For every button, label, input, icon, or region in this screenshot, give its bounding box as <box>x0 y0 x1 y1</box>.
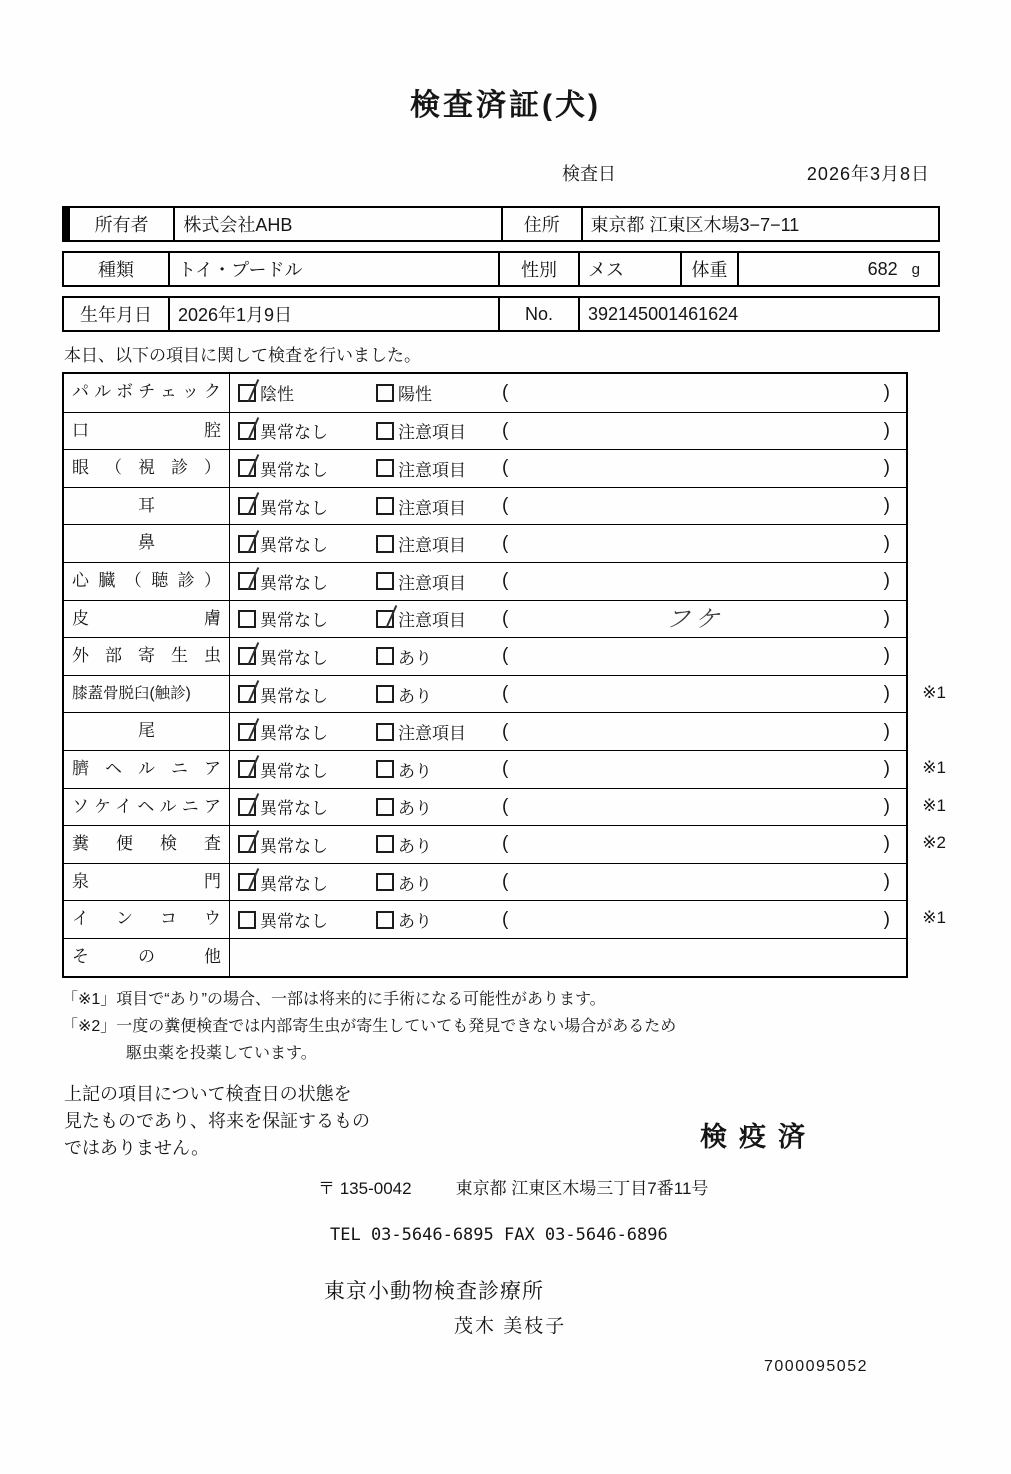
checkbox-2 <box>376 873 394 891</box>
option-2 <box>376 907 502 932</box>
option-1 <box>238 794 376 819</box>
item-label: ソケイヘルニア <box>64 789 230 826</box>
checkbox-1 <box>238 798 256 816</box>
sex-label: 性別 <box>498 253 578 285</box>
checkbox-2 <box>376 535 394 553</box>
option-1 <box>238 456 376 481</box>
inspection-row <box>64 487 906 525</box>
checkbox-1 <box>238 459 256 477</box>
paren-open: ( <box>502 683 509 705</box>
owner-value: 株式会社AHB <box>173 208 501 240</box>
checkbox-1 <box>238 760 256 778</box>
option-1-label: 異常なし <box>260 573 328 593</box>
paren-open: ( <box>502 908 509 930</box>
option-2 <box>376 380 502 405</box>
quarantine-stamp: 検疫済 <box>700 1122 817 1153</box>
footnote-2-line2: 駆虫薬を投薬しています。 <box>126 1044 317 1062</box>
paren-open: ( <box>502 532 509 554</box>
item-label: 泉門 <box>64 864 230 901</box>
option-2-label: 注意項目 <box>398 536 466 556</box>
address-label: 住所 <box>501 208 581 240</box>
serial-number: 7000095052 <box>764 1358 868 1376</box>
option-2 <box>376 870 502 895</box>
option-2 <box>376 456 502 481</box>
veterinarian-name: 茂木 美枝子 <box>454 1316 567 1338</box>
option-2-label: あり <box>398 874 432 894</box>
item-label: 鼻 <box>64 525 230 562</box>
option-2 <box>376 606 502 631</box>
paren-open: ( <box>502 758 509 780</box>
checkbox-1 <box>238 422 256 440</box>
disclaimer-line-1: 上記の項目について検査日の状態を <box>64 1084 352 1105</box>
no-label: No. <box>498 298 578 330</box>
inspection-row <box>64 900 946 938</box>
option-1 <box>238 531 376 556</box>
option-1-label: 異常なし <box>260 874 328 894</box>
footnotes <box>62 988 1011 1066</box>
paren-close: ) <box>883 758 890 780</box>
option-2-label: あり <box>398 648 432 668</box>
paren-open: ( <box>502 795 509 817</box>
checkbox-1 <box>238 535 256 553</box>
inspection-row <box>64 412 906 450</box>
paren-open: ( <box>502 457 509 479</box>
option-1 <box>238 418 376 443</box>
address-value: 東京都 江東区木場3−7−11 <box>581 208 938 240</box>
breed-value: トイ・プードル <box>168 253 498 285</box>
footnote-2-line1: 「※2」一度の糞便検査では内部寄生虫が寄生していても発見できない場合があるため <box>62 1017 677 1035</box>
paren-close: ) <box>883 607 890 629</box>
option-1-label: 異常なし <box>260 724 328 744</box>
result-parens <box>502 796 890 818</box>
option-2 <box>376 644 502 669</box>
inspection-date-label: 検査日 <box>562 164 616 184</box>
option-2 <box>376 832 502 857</box>
item-label: 心臓（聴診） <box>64 563 230 600</box>
option-1 <box>238 682 376 707</box>
item-label: 外部寄生虫 <box>64 638 230 675</box>
paren-close: ) <box>883 495 890 517</box>
option-1 <box>238 870 376 895</box>
option-1-label: 異常なし <box>260 460 328 480</box>
postal-code: 〒 135-0042 <box>318 1179 412 1199</box>
handwritten-value: フケ <box>664 606 727 634</box>
paren-close: ) <box>883 720 890 742</box>
paren-close: ) <box>883 795 890 817</box>
result-parens <box>502 909 890 931</box>
paren-close: ) <box>883 419 890 441</box>
option-1 <box>238 832 376 857</box>
weight-number: 682 <box>867 258 898 279</box>
checkbox-2 <box>376 384 394 402</box>
birth-value: 2026年1月9日 <box>168 298 498 330</box>
result-parens <box>502 683 890 705</box>
option-1-label: 異常なし <box>260 761 328 781</box>
weight-label: 体重 <box>680 253 737 285</box>
checkbox-2 <box>376 422 394 440</box>
inspection-row <box>64 637 906 675</box>
paren-close: ) <box>883 457 890 479</box>
option-2-label: 注意項目 <box>398 611 466 631</box>
birth-table <box>62 296 940 332</box>
inspection-row <box>64 863 906 901</box>
option-2 <box>376 418 502 443</box>
inspection-row <box>64 374 906 412</box>
result-parens <box>502 833 890 855</box>
result-parens <box>502 570 890 592</box>
owner-label: 所有者 <box>94 215 149 235</box>
option-2-label: あり <box>398 761 432 781</box>
disclaimer-line-3: ではありません。 <box>64 1138 210 1159</box>
breed-label: 種類 <box>98 260 134 280</box>
paren-close: ) <box>883 532 890 554</box>
option-2-label: あり <box>398 686 432 706</box>
clinic-address-line <box>318 1174 1011 1199</box>
option-1 <box>238 380 376 405</box>
paren-open: ( <box>502 381 509 403</box>
paren-open: ( <box>502 495 509 517</box>
result-parens <box>502 495 890 517</box>
option-2-label: あり <box>398 836 432 856</box>
inspection-row <box>64 524 906 562</box>
item-label: 糞便検査 <box>64 826 230 863</box>
checkbox-2 <box>376 798 394 816</box>
option-1 <box>238 907 376 932</box>
checkbox-1 <box>238 610 256 628</box>
option-1 <box>238 644 376 669</box>
checkbox-2 <box>376 459 394 477</box>
disclaimer-block <box>64 1081 944 1162</box>
page-title: 検査済証(犬) <box>410 89 601 122</box>
paren-close: ) <box>883 833 890 855</box>
paren-close: ) <box>883 871 890 893</box>
option-2-label: 注意項目 <box>398 460 466 480</box>
option-1 <box>238 494 376 519</box>
inspection-row <box>64 788 946 826</box>
option-1-label: 異常なし <box>260 498 328 518</box>
option-2 <box>376 757 502 782</box>
option-2 <box>376 682 502 707</box>
option-2 <box>376 794 502 819</box>
result-parens <box>502 382 890 404</box>
paren-open: ( <box>502 833 509 855</box>
item-label: 臍ヘルニア <box>64 751 230 788</box>
item-label: 膝蓋骨脱臼(触診) <box>64 676 230 713</box>
result-parens <box>502 721 890 743</box>
inspection-row <box>64 712 906 750</box>
row-note: ※1 <box>922 795 946 815</box>
paren-close: ) <box>883 683 890 705</box>
clinic-name: 東京小動物検査診療所 <box>324 1280 544 1304</box>
checkbox-2 <box>376 572 394 590</box>
paren-open: ( <box>502 419 509 441</box>
result-parens <box>502 645 890 667</box>
inspection-date-row <box>62 160 940 186</box>
breed-table <box>62 251 940 287</box>
inspection-date-value: 2026年3月8日 <box>806 164 930 184</box>
row-note: ※1 <box>922 757 946 777</box>
row-note: ※2 <box>922 833 946 853</box>
checkbox-2 <box>376 685 394 703</box>
checkbox-1 <box>238 723 256 741</box>
no-value: 392145001461624 <box>578 298 938 330</box>
inspection-table <box>62 372 946 978</box>
inspection-row <box>64 938 906 976</box>
inspection-row <box>64 449 906 487</box>
item-label: その他 <box>64 939 230 976</box>
option-2-label: 注意項目 <box>398 573 466 593</box>
birth-label: 生年月日 <box>80 305 152 325</box>
option-1-label: 陰性 <box>260 385 294 405</box>
checkbox-1 <box>238 647 256 665</box>
inspection-row <box>64 600 906 638</box>
result-parens <box>502 420 890 442</box>
option-2-label: 注意項目 <box>398 423 466 443</box>
checkbox-2 <box>376 760 394 778</box>
checkbox-2 <box>376 723 394 741</box>
option-1 <box>238 719 376 744</box>
option-1 <box>238 569 376 594</box>
result-parens <box>502 758 890 780</box>
paren-open: ( <box>502 871 509 893</box>
paren-open: ( <box>502 720 509 742</box>
paren-close: ) <box>883 570 890 592</box>
item-label: 皮膚 <box>64 601 230 638</box>
option-1-label: 異常なし <box>260 536 328 556</box>
footnote-1: 「※1」項目で“あり”の場合、一部は将来的に手術になる可能性があります。 <box>62 990 606 1008</box>
option-1 <box>238 757 376 782</box>
item-label: インコウ <box>64 901 230 938</box>
option-2 <box>376 719 502 744</box>
inspection-row <box>64 825 946 863</box>
checkbox-1 <box>238 911 256 929</box>
row-note: ※1 <box>922 908 946 928</box>
item-label: 耳 <box>64 488 230 525</box>
result-parens <box>502 457 890 479</box>
option-1-label: 異常なし <box>260 648 328 668</box>
checkbox-2 <box>376 835 394 853</box>
checkbox-1 <box>238 873 256 891</box>
sex-value: メス <box>578 253 680 285</box>
option-2 <box>376 569 502 594</box>
checkbox-1 <box>238 384 256 402</box>
checkbox-2 <box>376 647 394 665</box>
option-2 <box>376 494 502 519</box>
inspection-row <box>64 562 906 600</box>
paren-close: ) <box>883 645 890 667</box>
weight-unit: g <box>911 260 920 278</box>
checkbox-2 <box>376 911 394 929</box>
option-1-label: 異常なし <box>260 799 328 819</box>
disclaimer-line-2: 見たものであり、将来を保証するもの <box>64 1111 370 1132</box>
paren-close: ) <box>883 381 890 403</box>
paren-open: ( <box>502 645 509 667</box>
intro-text: 本日、以下の項目に関して検査を行いました。 <box>64 346 421 365</box>
option-2-label: あり <box>398 912 432 932</box>
option-1-label: 異常なし <box>260 836 328 856</box>
option-1-label: 異常なし <box>260 611 328 631</box>
option-1-label: 異常なし <box>260 912 328 932</box>
paren-open: ( <box>502 570 509 592</box>
paren-close: ) <box>883 908 890 930</box>
checkbox-1 <box>238 835 256 853</box>
row-note: ※1 <box>922 682 946 702</box>
option-2-label: 注意項目 <box>398 498 466 518</box>
checkbox-1 <box>238 572 256 590</box>
option-2-label: 陽性 <box>398 385 432 405</box>
result-parens <box>502 601 890 636</box>
item-label: 尾 <box>64 713 230 750</box>
result-parens <box>502 871 890 893</box>
inspection-row <box>64 675 946 713</box>
option-2 <box>376 531 502 556</box>
weight-value <box>737 253 938 285</box>
option-1 <box>238 606 376 631</box>
item-label: 眼（視診） <box>64 450 230 487</box>
clinic-address: 東京都 江東区木場三丁目7番11号 <box>455 1179 709 1199</box>
tel-fax-line: TEL 03-5646-6895 FAX 03-5646-6896 <box>330 1225 668 1246</box>
paren-open: ( <box>502 607 509 629</box>
option-2-label: あり <box>398 799 432 819</box>
option-1-label: 異常なし <box>260 686 328 706</box>
option-1-label: 異常なし <box>260 423 328 443</box>
checkbox-2 <box>376 610 394 628</box>
item-label: 口腔 <box>64 413 230 450</box>
checkbox-1 <box>238 497 256 515</box>
item-label: パルボチェック <box>64 374 230 412</box>
option-2-label: 注意項目 <box>398 724 466 744</box>
inspection-row <box>64 750 946 788</box>
result-parens <box>502 533 890 555</box>
owner-table <box>62 206 940 242</box>
checkbox-1 <box>238 685 256 703</box>
checkbox-2 <box>376 497 394 515</box>
